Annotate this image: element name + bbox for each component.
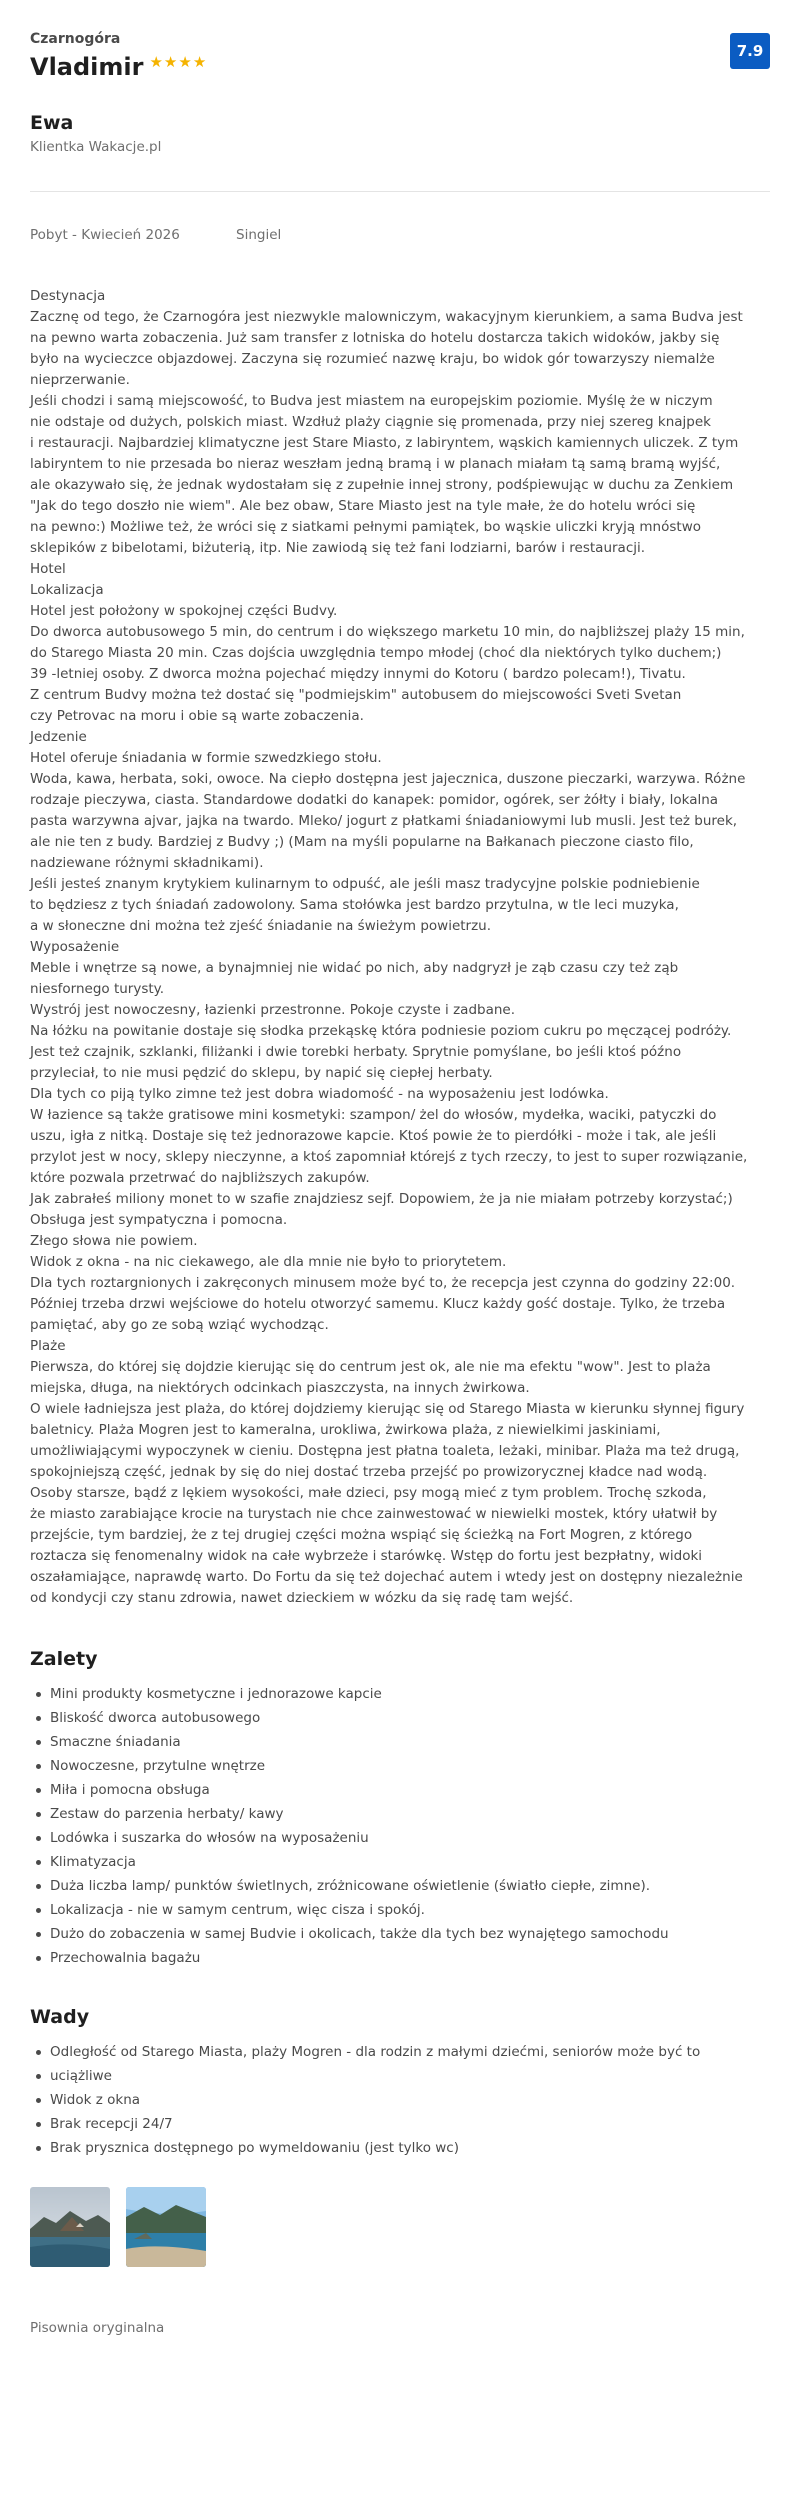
review-line: baletnicy. Plaża Mogren jest to kameralna, urokliwa, żwirkowa plaża, z niewielkimi jaskiniami, — [30, 1422, 661, 1438]
reviewer-name: Ewa — [30, 112, 74, 134]
pros-list-item: Miła i pomocna obsługa — [30, 1778, 770, 1802]
review-line: Hotel jest położony w spokojnej części Budvy. — [30, 603, 338, 619]
review-line: umożliwiającymi wypoczynek w cieniu. Dostępna jest płatna toaleta, leżaki, minibar. Plaża ma też drugą, — [30, 1443, 740, 1459]
review-line: na pewno warta zobaczenia. Już sam transfer z lotniska do hotelu dostarcza takich widoków, jakby się — [30, 330, 720, 346]
review-line: pamiętać, aby go ze sobą wziąć wychodząc. — [30, 1317, 329, 1333]
hotel-name[interactable]: Vladimir — [30, 53, 144, 81]
review-line: Jak zabrałeś miliony monet to w szafie znajdziesz sejf. Dopowiem, że ja nie miałam potrzeby korzystać;) — [30, 1191, 733, 1207]
review-line: przejście, tym bardziej, że z tej drugiej części można wspiąć się ścieżką na Fort Mogren, z którego — [30, 1527, 693, 1543]
review-line: ale nie ten z budy. Bardziej z Budvy ;) (Mam na myśli popularne na Bałkanach pieczone ciasto filo, — [30, 834, 694, 850]
review-line: nieprzerwanie. — [30, 372, 130, 388]
photo-coast-icon — [30, 2187, 110, 2267]
review-line: nadziewane różnymi składnikami). — [30, 855, 264, 871]
pros-title: Zalety — [30, 1648, 98, 1670]
review-line: a w słoneczne dni można też zjeść śniadanie na świeżym powietrzu. — [30, 918, 492, 934]
divider — [30, 191, 770, 192]
review-line: Jeśli chodzi i samą miejscowość, to Budva jest miastem na europejskim poziomie. Myślę że w niczym — [30, 393, 713, 409]
review-line: Później trzeba drzwi wejściowe do hotelu otworzyć samemu. Klucz każdy gość dostaje. Tylko, że trzeba — [30, 1296, 726, 1312]
review-line: niesfornego turysty. — [30, 981, 165, 997]
hotel-country: Czarnogóra — [30, 31, 121, 47]
pros-list-item: Lokalizacja - nie w samym centrum, więc cisza i spokój. — [30, 1898, 770, 1922]
pros-list-item: Mini produkty kosmetyczne i jednorazowe kapcie — [30, 1682, 770, 1706]
pros-list-item: Smaczne śniadania — [30, 1730, 770, 1754]
review-line: Plaże — [30, 1338, 66, 1354]
photo-beach-icon — [126, 2187, 206, 2267]
review-line: do Starego Miasta 20 min. Czas dojścia uwzględnia tempo młodej (choć dla niektórych tylko duchem;) — [30, 645, 722, 661]
review-line: rodzaje pieczywa, ciasta. Standardowe dodatki do kanapek: pomidor, ogórek, ser żółty i biały, lokalna — [30, 792, 719, 808]
review-line: Woda, kawa, herbata, soki, owoce. Na ciepło dostępna jest jajecznica, duszone pieczarki, warzywa. Różne — [30, 771, 746, 787]
review-line: Lokalizacja — [30, 582, 104, 598]
review-line: Na łóżku na powitanie dostaje się słodka przekąskę która podniesie poziom cukru po męczącej podróży. — [30, 1023, 732, 1039]
review-line: i restauracji. Najbardziej klimatyczne jest Stare Miasto, z labiryntem, wąskich kamiennych uliczek. Z tym — [30, 435, 739, 451]
review-line: "Jak do tego doszło nie wiem". Ale bez obaw, Stare Miasto jest na tyle małe, że do hotelu wróci się — [30, 498, 696, 514]
pros-list-item: Duża liczba lamp/ punktów świetlnych, zróżnicowane oświetlenie (światło ciepłe, zimne). — [30, 1874, 770, 1898]
pros-list-item: Nowoczesne, przytulne wnętrze — [30, 1754, 770, 1778]
review-line: Pierwsza, do której się dojdzie kierując się do centrum jest ok, ale nie ma efektu "wow". Jest to plaża — [30, 1359, 711, 1375]
review-line: miejska, długa, na niektórych odcinkach piaszczysta, na innych żwirkowa. — [30, 1380, 530, 1396]
hotel-stars-icon: ★★★★ — [149, 53, 208, 71]
review-line: Meble i wnętrze są nowe, a bynajmniej nie widać po nich, aby nadgryzł je ząb czasu czy też ząb — [30, 960, 679, 976]
reviewer-info — [30, 111, 770, 157]
review-line: oszałamiające, naprawdę warto. Do Fortu da się też dojechać autem i wtedy jest on dostępny niezależnie — [30, 1569, 743, 1585]
review-line: roztacza się fenomenalny widok na całe wybrzeże i starówkę. Wstęp do fortu jest bezpłatny, widoki — [30, 1548, 703, 1564]
review-line: Destynacja — [30, 288, 106, 304]
review-line: Dla tych co piją tylko zimne też jest dobra wiadomość - na wyposażeniu jest lodówka. — [30, 1086, 609, 1102]
stay-meta — [30, 225, 770, 245]
reviewer-role: Klientka Wakacje.pl — [30, 139, 162, 155]
pros-list-item: Klimatyzacja — [30, 1850, 770, 1874]
review-line: przyleciał, to nie musi pędzić do sklepu, by napić się ciepłej herbaty. — [30, 1065, 493, 1081]
cons-list-item: Brak prysznica dostępnego po wymeldowaniu (jest tylko wc) — [30, 2136, 770, 2160]
traveler-type: Singiel — [236, 227, 282, 243]
hotel-title-row — [30, 52, 770, 82]
review-line: na pewno:) Możliwe też, że wróci się z siatkami pełnymi pamiątek, bo wąskie uliczki kryją mnóstwo — [30, 519, 702, 535]
cons-title: Wady — [30, 2006, 90, 2028]
review-photo-thumbnail[interactable] — [30, 2187, 110, 2267]
review-line: które pozwala przetrwać do najbliższych zakupów. — [30, 1170, 370, 1186]
pros-list-item: Lodówka i suszarka do włosów na wyposażeniu — [30, 1826, 770, 1850]
review-line: Hotel — [30, 561, 66, 577]
review-line: Hotel oferuje śniadania w formie szwedzkiego stołu. — [30, 750, 382, 766]
review-line: Wyposażenie — [30, 939, 120, 955]
hotel-header — [30, 0, 770, 81]
review-line: Osoby starsze, bądź z lękiem wysokości, małe dzieci, psy mogą mieć z tym problem. Trochę szkoda, — [30, 1485, 707, 1501]
review-line: Jest też czajnik, szklanki, filiżanki i dwie torebki herbaty. Sprytnie pomyślane, bo jeśli ktoś późno — [30, 1044, 682, 1060]
review-line: Zacznę od tego, że Czarnogóra jest niezwykle malowniczym, wakacyjnym kierunkiem, a sama Budva jest — [30, 309, 743, 325]
review-line: labiryntem to nie przesada bo nieraz weszłam jedną bramą i w planach miałam tą samą bramą wyjść, — [30, 456, 721, 472]
cons-list-item: Widok z okna — [30, 2088, 770, 2112]
review-line: W łazience są także gratisowe mini kosmetyki: szampon/ żel do włosów, mydełka, waciki, patyczki do — [30, 1107, 717, 1123]
review-line: Widok z okna - na nic ciekawego, ale dla mnie nie było to priorytetem. — [30, 1254, 507, 1270]
review-line: ale okazywało się, że jednak wydostałam się z zupełnie innej strony, podśpiewując w duchu za Zenkiem — [30, 477, 734, 493]
review-line: Obsługa jest sympatyczna i pomocna. — [30, 1212, 288, 1228]
pros-list-item: Przechowalnia bagażu — [30, 1946, 770, 1970]
review-line: czy Petrovac na moru i obie są warte zobaczenia. — [30, 708, 364, 724]
stay-date: Pobyt - Kwiecień 2026 — [30, 227, 180, 243]
original-spelling-note: Pisownia oryginalna — [30, 2320, 165, 2336]
review-line: Jeśli jesteś znanym krytykiem kulinarnym to odpuść, ale jeśli masz tradycyjne polskie podniebienie — [30, 876, 700, 892]
cons-list — [30, 2040, 770, 2160]
review-line: uszu, igła z nitką. Dostaje się też jednorazowe kapcie. Ktoś powie że to pierdółki - może i tak, ale jeśli — [30, 1128, 717, 1144]
review-line: że miasto zarabiające krocie na turystach nie chce zainwestować w niewielki mostek, który ułatwił by — [30, 1506, 718, 1522]
pros-list-item: Dużo do zobaczenia w samej Budvie i okolicach, także dla tych bez wynajętego samochodu — [30, 1922, 770, 1946]
review-line: spokojniejszą część, jednak by się do niej dostać trzeba przejść po prowizorycznej kładce nad wodą. — [30, 1464, 708, 1480]
pros-list-item: Zestaw do parzenia herbaty/ kawy — [30, 1802, 770, 1826]
cons-list-item: Odległość od Starego Miasta, plaży Mogren - dla rodzin z małymi dziećmi, seniorów może być to — [30, 2040, 770, 2064]
review-line: przylot jest w nocy, sklepy nieczynne, a ktoś zapomniał którejś z tych rzeczy, to jest to super rozwiązanie, — [30, 1149, 748, 1165]
review-line: 39 -letniej osoby. Z dworca można pojechać między innymi do Kotoru ( bardzo polecam!), Tivatu. — [30, 666, 686, 682]
review-line: Wystrój jest nowoczesny, łazienki przestronne. Pokoje czyste i zadbane. — [30, 1002, 516, 1018]
review-text — [30, 286, 770, 1609]
review-line: od kondycji czy stanu zdrowia, nawet dzieckiem w wózku da się radę tam wejść. — [30, 1590, 574, 1606]
pros-list-item: Bliskość dworca autobusowego — [30, 1706, 770, 1730]
review-line: Z centrum Budvy można też dostać się "podmiejskim" autobusem do miejscowości Sveti Svetan — [30, 687, 682, 703]
review-line: Złego słowa nie powiem. — [30, 1233, 198, 1249]
review-line: Jedzenie — [30, 729, 87, 745]
review-line: pasta warzywna ajvar, jajka na twardo. Mleko/ jogurt z płatkami śniadaniowymi lub musli. Jest też burek, — [30, 813, 738, 829]
review-line: to będziesz z tych śniadań zadowolony. Sama stołówka jest bardzo przytulna, w tle leci muzyka, — [30, 897, 679, 913]
pros-list — [30, 1682, 770, 1970]
review-line: Do dworca autobusowego 5 min, do centrum i do większego marketu 10 min, do najbliższej plaży 15 min, — [30, 624, 745, 640]
review-line: O wiele ładniejsza jest plaża, do której dojdziemy kierując się od Starego Miasta w kierunku słynnej figury — [30, 1401, 745, 1417]
review-line: nie odstaje od dużych, polskich miast. Wzdłuż plaży ciągnie się promenada, przy niej szereg knajpek — [30, 414, 711, 430]
review-photo-thumbnail[interactable] — [126, 2187, 206, 2267]
review-line: było na wycieczce objazdowej. Zaczyna się rozumieć nazwę kraju, bo widok gór towarzyszy niemalże — [30, 351, 715, 367]
review-line: sklepików z bibelotami, biżuterią, itp. Nie zawiodą się też fani lodziarni, barów i restauracji. — [30, 540, 646, 556]
rating-score-badge: 7.9 — [730, 33, 770, 69]
cons-list-item: uciążliwe — [30, 2064, 770, 2088]
review-line: Dla tych roztargnionych i zakręconych minusem może być to, że recepcja jest czynna do godziny 22:00. — [30, 1275, 736, 1291]
cons-list-item: Brak recepcji 24/7 — [30, 2112, 770, 2136]
review-photos — [30, 2187, 770, 2267]
